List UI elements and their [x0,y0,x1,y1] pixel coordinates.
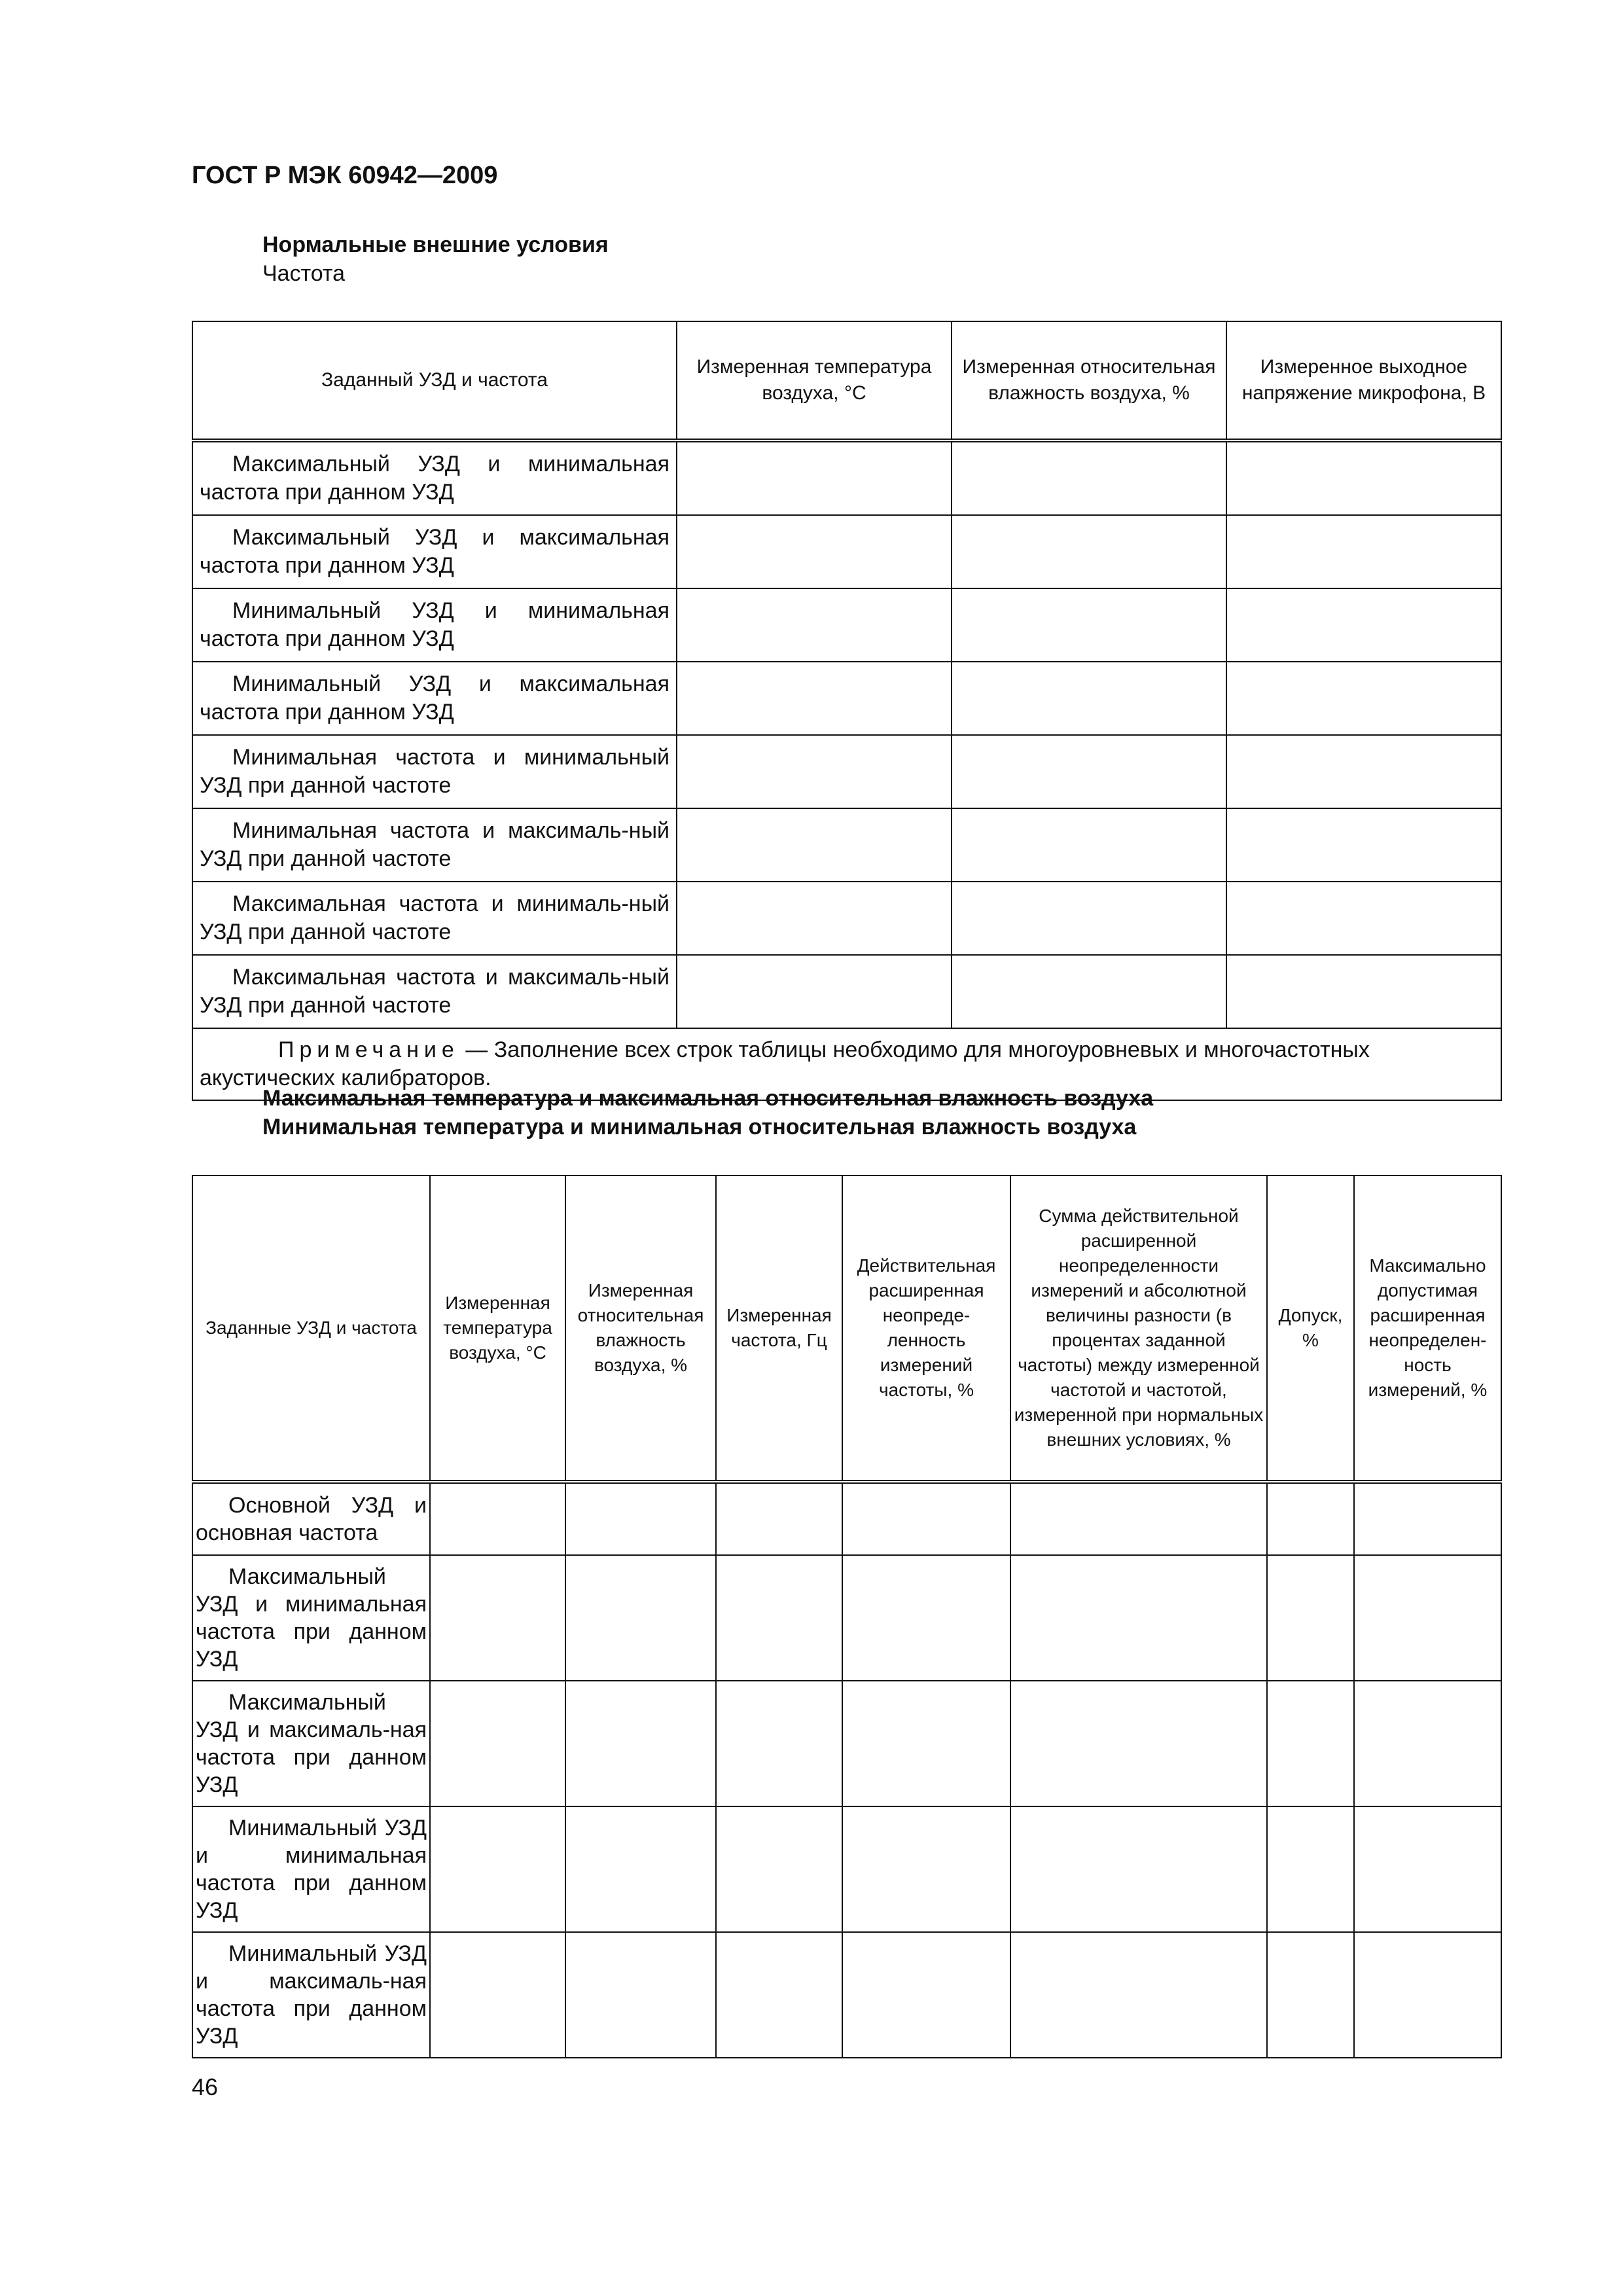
column-header: Измеренная температура воздуха, °С [677,321,952,440]
column-header: Измеренная температура воздуха, °С [430,1175,565,1482]
row-label: Максимальный УЗД и максимальная частота при данном УЗД [192,515,677,588]
table-row [192,1932,1501,2058]
table-cell[interactable] [1010,1555,1267,1681]
table-cell[interactable] [1354,1681,1501,1806]
row-label: Минимальный УЗД и максималь-ная частота при данном УЗД [192,1932,430,2058]
row-label: Максимальный УЗД и минимальная частота при данном УЗД [192,440,677,515]
row-label: Минимальный УЗД и минимальная частота при данном УЗД [192,1806,430,1932]
table-cell[interactable] [1354,1806,1501,1932]
row-label: Максимальный УЗД и минимальная частота при данном УЗД [192,1555,430,1681]
column-header: Действительная расширенная неопреде-ленность измерений частоты, % [842,1175,1010,1482]
table-cell[interactable] [1226,515,1501,588]
column-header: Измеренная частота, Гц [716,1175,842,1482]
row-label: Максимальный УЗД и максималь-ная частота при данном УЗД [192,1681,430,1806]
table-cell[interactable] [677,662,952,735]
table-cell[interactable] [952,808,1226,882]
column-header: Заданные УЗД и частота [192,1175,430,1482]
table-row [192,662,1501,735]
table-cell[interactable] [1226,808,1501,882]
section1-subtitle: Частота [262,261,346,286]
table-cell[interactable] [1267,1681,1354,1806]
row-label: Минимальная частота и минимальный УЗД при данной частоте [192,735,677,808]
table-row [192,588,1501,662]
row-label: Максимальная частота и максималь-ный УЗД при данной частоте [192,955,677,1028]
table-cell[interactable] [430,1555,565,1681]
table-cell[interactable] [565,1681,716,1806]
table-cell[interactable] [677,515,952,588]
section2-title-line1: Максимальная температура и максимальная относительная влажность воздуха [262,1086,1154,1111]
table-cell[interactable] [952,882,1226,955]
table-row [192,1482,1501,1555]
table-cell[interactable] [565,1806,716,1932]
table-extreme-conditions [192,1175,1502,2058]
row-label: Минимальный УЗД и максимальная частота при данном УЗД [192,662,677,735]
table-cell[interactable] [842,1681,1010,1806]
table-cell[interactable] [716,1806,842,1932]
table-cell[interactable] [1267,1482,1354,1555]
table-cell[interactable] [677,955,952,1028]
table-cell[interactable] [1354,1932,1501,2058]
table-cell[interactable] [1267,1932,1354,2058]
column-header: Измеренная относительная влажность воздуха, % [952,321,1226,440]
row-label: Минимальный УЗД и минимальная частота при данном УЗД [192,588,677,662]
table-row [192,808,1501,882]
column-header: Заданный УЗД и частота [192,321,677,440]
table-cell[interactable] [1226,882,1501,955]
table-cell[interactable] [677,735,952,808]
row-label: Максимальная частота и минималь-ный УЗД при данной частоте [192,882,677,955]
table-cell[interactable] [1010,1932,1267,2058]
table-row [192,440,1501,515]
table-cell[interactable] [430,1932,565,2058]
section2-title-line2: Минимальная температура и минимальная относительная влажность воздуха [262,1115,1137,1139]
table-cell[interactable] [677,882,952,955]
table-cell[interactable] [565,1555,716,1681]
table-cell[interactable] [1354,1482,1501,1555]
table-row [192,735,1501,808]
table-cell[interactable] [677,808,952,882]
column-header: Измеренное выходное напряжение микрофона, В [1226,321,1501,440]
table-row [192,1806,1501,1932]
note-text: — Заполнение всех строк таблицы необходимо для многоуровневых и многочастотных акустических калибраторов. [200,1037,1370,1090]
table-cell[interactable] [430,1482,565,1555]
table-cell[interactable] [1226,955,1501,1028]
table-cell[interactable] [952,735,1226,808]
table-row [192,1681,1501,1806]
table-cell[interactable] [842,1932,1010,2058]
table-cell[interactable] [565,1482,716,1555]
document-header: ГОСТ Р МЭК 60942—2009 [192,162,498,189]
table-cell[interactable] [716,1482,842,1555]
table-cell[interactable] [565,1932,716,2058]
table-cell[interactable] [952,588,1226,662]
table-cell[interactable] [677,588,952,662]
note-label: Примечание [278,1037,459,1062]
column-header: Сумма действительной расширенной неопределенности измерений и абсолютной величины разности (в процентах заданной частоты) между измеренной частотой и частотой, измеренной при нормальных внешних условиях, % [1010,1175,1267,1482]
table-cell[interactable] [1267,1806,1354,1932]
table-cell[interactable] [1226,440,1501,515]
table-cell[interactable] [842,1806,1010,1932]
table-cell[interactable] [952,515,1226,588]
column-header: Допуск, % [1267,1175,1354,1482]
table-cell[interactable] [1010,1806,1267,1932]
table-cell[interactable] [1226,735,1501,808]
table-cell[interactable] [1354,1555,1501,1681]
table-cell[interactable] [952,955,1226,1028]
table-header-row [192,1175,1501,1482]
table-cell[interactable] [842,1555,1010,1681]
table-cell[interactable] [952,440,1226,515]
table-cell[interactable] [716,1555,842,1681]
row-label: Минимальная частота и максималь-ный УЗД при данной частоте [192,808,677,882]
table-cell[interactable] [1226,588,1501,662]
table-cell[interactable] [1010,1482,1267,1555]
column-header: Максимально допустимая расширенная неопределен-ность измерений, % [1354,1175,1501,1482]
table-cell[interactable] [1226,662,1501,735]
table-cell[interactable] [952,662,1226,735]
column-header: Измеренная относительная влажность воздуха, % [565,1175,716,1482]
table-cell[interactable] [716,1932,842,2058]
row-label: Основной УЗД и основная частота [192,1482,430,1555]
table-row [192,882,1501,955]
table-header-row [192,321,1501,440]
table-row [192,1555,1501,1681]
page-number: 46 [192,2073,219,2100]
table-row [192,955,1501,1028]
table-cell[interactable] [430,1806,565,1932]
table-normal-conditions [192,321,1502,1101]
section1-title: Нормальные внешние условия [262,232,609,257]
table-cell[interactable] [842,1482,1010,1555]
table-cell[interactable] [1267,1555,1354,1681]
table-cell[interactable] [716,1681,842,1806]
table-row [192,515,1501,588]
table-cell[interactable] [1010,1681,1267,1806]
table-cell[interactable] [430,1681,565,1806]
table-cell[interactable] [677,440,952,515]
